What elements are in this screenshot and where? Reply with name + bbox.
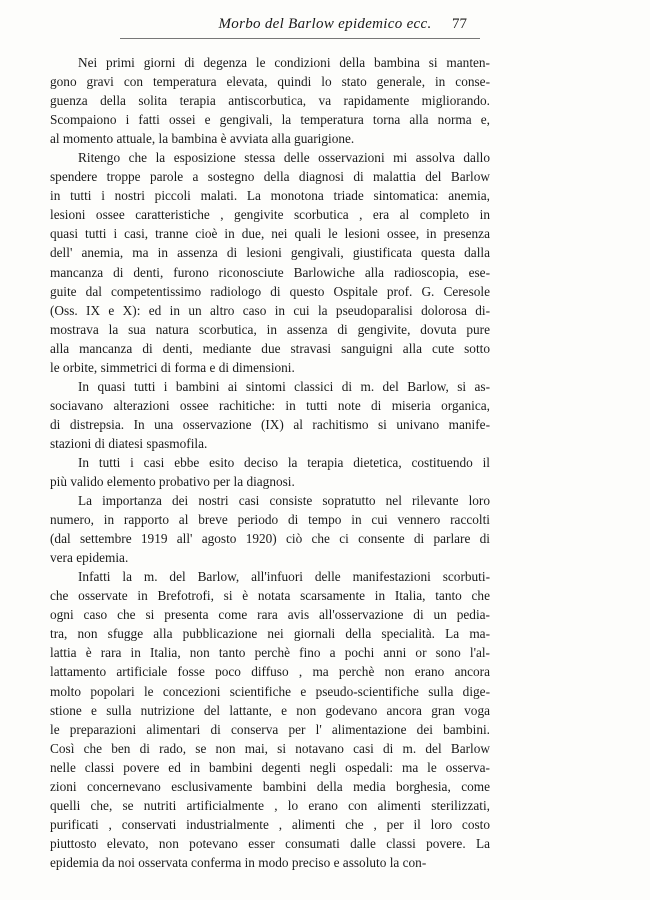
- text-line: al momento attuale, la bambina è avviata alla guarigione.: [50, 131, 355, 147]
- page-number: 77: [452, 16, 467, 32]
- text-line: mostrava la sua natura scorbutica, in assenza di gengivite, dovuta pure: [50, 321, 490, 337]
- text-line: quelli che, se nutriti artificialmente , lo erano con alimenti sterilizzati,: [50, 798, 490, 814]
- text-line: guite dal competentissimo radiologo di questo Ospitale prof. G. Ceresole: [50, 283, 490, 299]
- text-line: più valido elemento probativo per la diagnosi.: [50, 474, 295, 490]
- text-line: lattia è rara in Italia, non tanto perchè fino a pochi anni or sono l'al-: [50, 645, 490, 661]
- running-title: Morbo del Barlow epidemico ecc.: [218, 16, 432, 32]
- text-line: numero, in rapporto al breve periodo di tempo in cui vennero raccolti: [50, 512, 490, 528]
- text-line: Scompaiono i fatti ossei e gengivali, la temperatura torna alla norma e,: [50, 112, 490, 128]
- text-line: La importanza dei nostri casi consiste sopratutto nel rilevante loro: [78, 493, 490, 508]
- text-line: vera epidemia.: [50, 550, 129, 566]
- text-line: epidemia da noi osservata conferma in modo preciso e assoluto la con-: [50, 855, 427, 871]
- text-line: Nei primi giorni di degenza le condizioni della bambina si manten-: [78, 55, 490, 70]
- text-line: tra, non sfugge alla pubblicazione nei giornali della specialità. La ma-: [50, 626, 490, 642]
- text-line: stione e sulla nutrizione del lattante, e non godevano ancora gran voga: [50, 702, 490, 718]
- paragraph: [50, 453, 490, 491]
- paragraph: [50, 53, 490, 148]
- text-line: spendere troppe parole a sostegno della diagnosi di malattia del Barlow: [50, 169, 490, 185]
- text-line: sociavano alterazioni ossee rachitiche: in tutti note di miseria organica,: [50, 398, 490, 414]
- text-line: stazioni di diatesi spasmofila.: [50, 436, 208, 452]
- text-line: dell' anemia, ma in assenza di lesioni gengivali, giustificata questa dalla: [50, 245, 490, 261]
- text-line: Ritengo che la esposizione stessa delle osservazioni mi assolva dallo: [78, 150, 490, 165]
- text-line: (dal settembre 1919 all' agosto 1920) ciò che ci consente di parlare di: [50, 531, 490, 547]
- text-line: gono gravi con temperatura elevata, quindi lo stato generale, in conse-: [50, 74, 490, 90]
- text-line: Così che ben di rado, se non mai, si notavano casi di m. del Barlow: [50, 740, 490, 756]
- text-line: ogni caso che si presenta come rara avis all'osservazione di un pedia-: [50, 607, 490, 623]
- text-line: lesioni ossee caratteristiche , gengivite scorbutica , era al completo in: [50, 207, 490, 223]
- text-line: quasi tutti i casi, tranne cioè in due, nei quali le lesioni ossee, in presenza: [50, 226, 490, 242]
- text-line: di distrepsia. In una osservazione (IX) al rachitismo si univano manife-: [50, 417, 490, 433]
- paragraph: [50, 148, 490, 377]
- text-line: lattamento artificiale fosse poco diffuso , ma perchè non erano ancora: [50, 664, 490, 680]
- text-line: (Oss. IX e X): ed in un altro caso in cui la pseudoparalisi dolorosa di-: [50, 302, 490, 318]
- text-line: purificati , conservati industrialmente , alimenti che , per il loro costo: [50, 817, 490, 833]
- text-line: piuttosto elevato, non potevano esser consumati dalle classi povere. La: [50, 836, 490, 852]
- text-line: le orbite, simmetrici di forma e di dimensioni.: [50, 360, 295, 376]
- paragraph: [50, 567, 490, 873]
- text-line: guenza della solita terapia antiscorbutica, va rapidamente migliorando.: [50, 93, 490, 109]
- paragraph: [50, 377, 490, 453]
- paragraph: [50, 491, 490, 567]
- text-line: molto popolari le concezioni scientifiche e pseudo-scientifiche sulla dige-: [50, 683, 490, 699]
- text-line: nelle classi povere ed in bambini degenti negli ospedali: ma le osserva-: [50, 759, 490, 775]
- text-line: alla mancanza di denti, mediante due stravasi sanguigni alla cute sotto: [50, 340, 490, 356]
- text-line: che osservate in Brefotrofi, si è notata scarsamente in Italia, tanto che: [50, 588, 490, 604]
- text-line: le preparazioni alimentari di conserva per l' alimentazione dei bambini.: [50, 721, 490, 737]
- text-line: In quasi tutti i bambini ai sintomi classici di m. del Barlow, si as-: [78, 379, 490, 394]
- text-line: mancanza di denti, furono riconosciute Barlowiche alla radioscopia, ese-: [50, 264, 490, 280]
- header-rule: [120, 38, 480, 39]
- text-line: In tutti i casi ebbe esito deciso la terapia dietetica, costituendo il: [78, 455, 490, 470]
- text-line: zioni concernevano esclusivamente bambini della media borghesia, come: [50, 779, 490, 795]
- text-line: in tutti i nostri piccoli malati. La monotona triade sintomatica: anemia,: [50, 188, 490, 204]
- text-line: Infatti la m. del Barlow, all'infuori delle manifestazioni scorbuti-: [78, 569, 490, 584]
